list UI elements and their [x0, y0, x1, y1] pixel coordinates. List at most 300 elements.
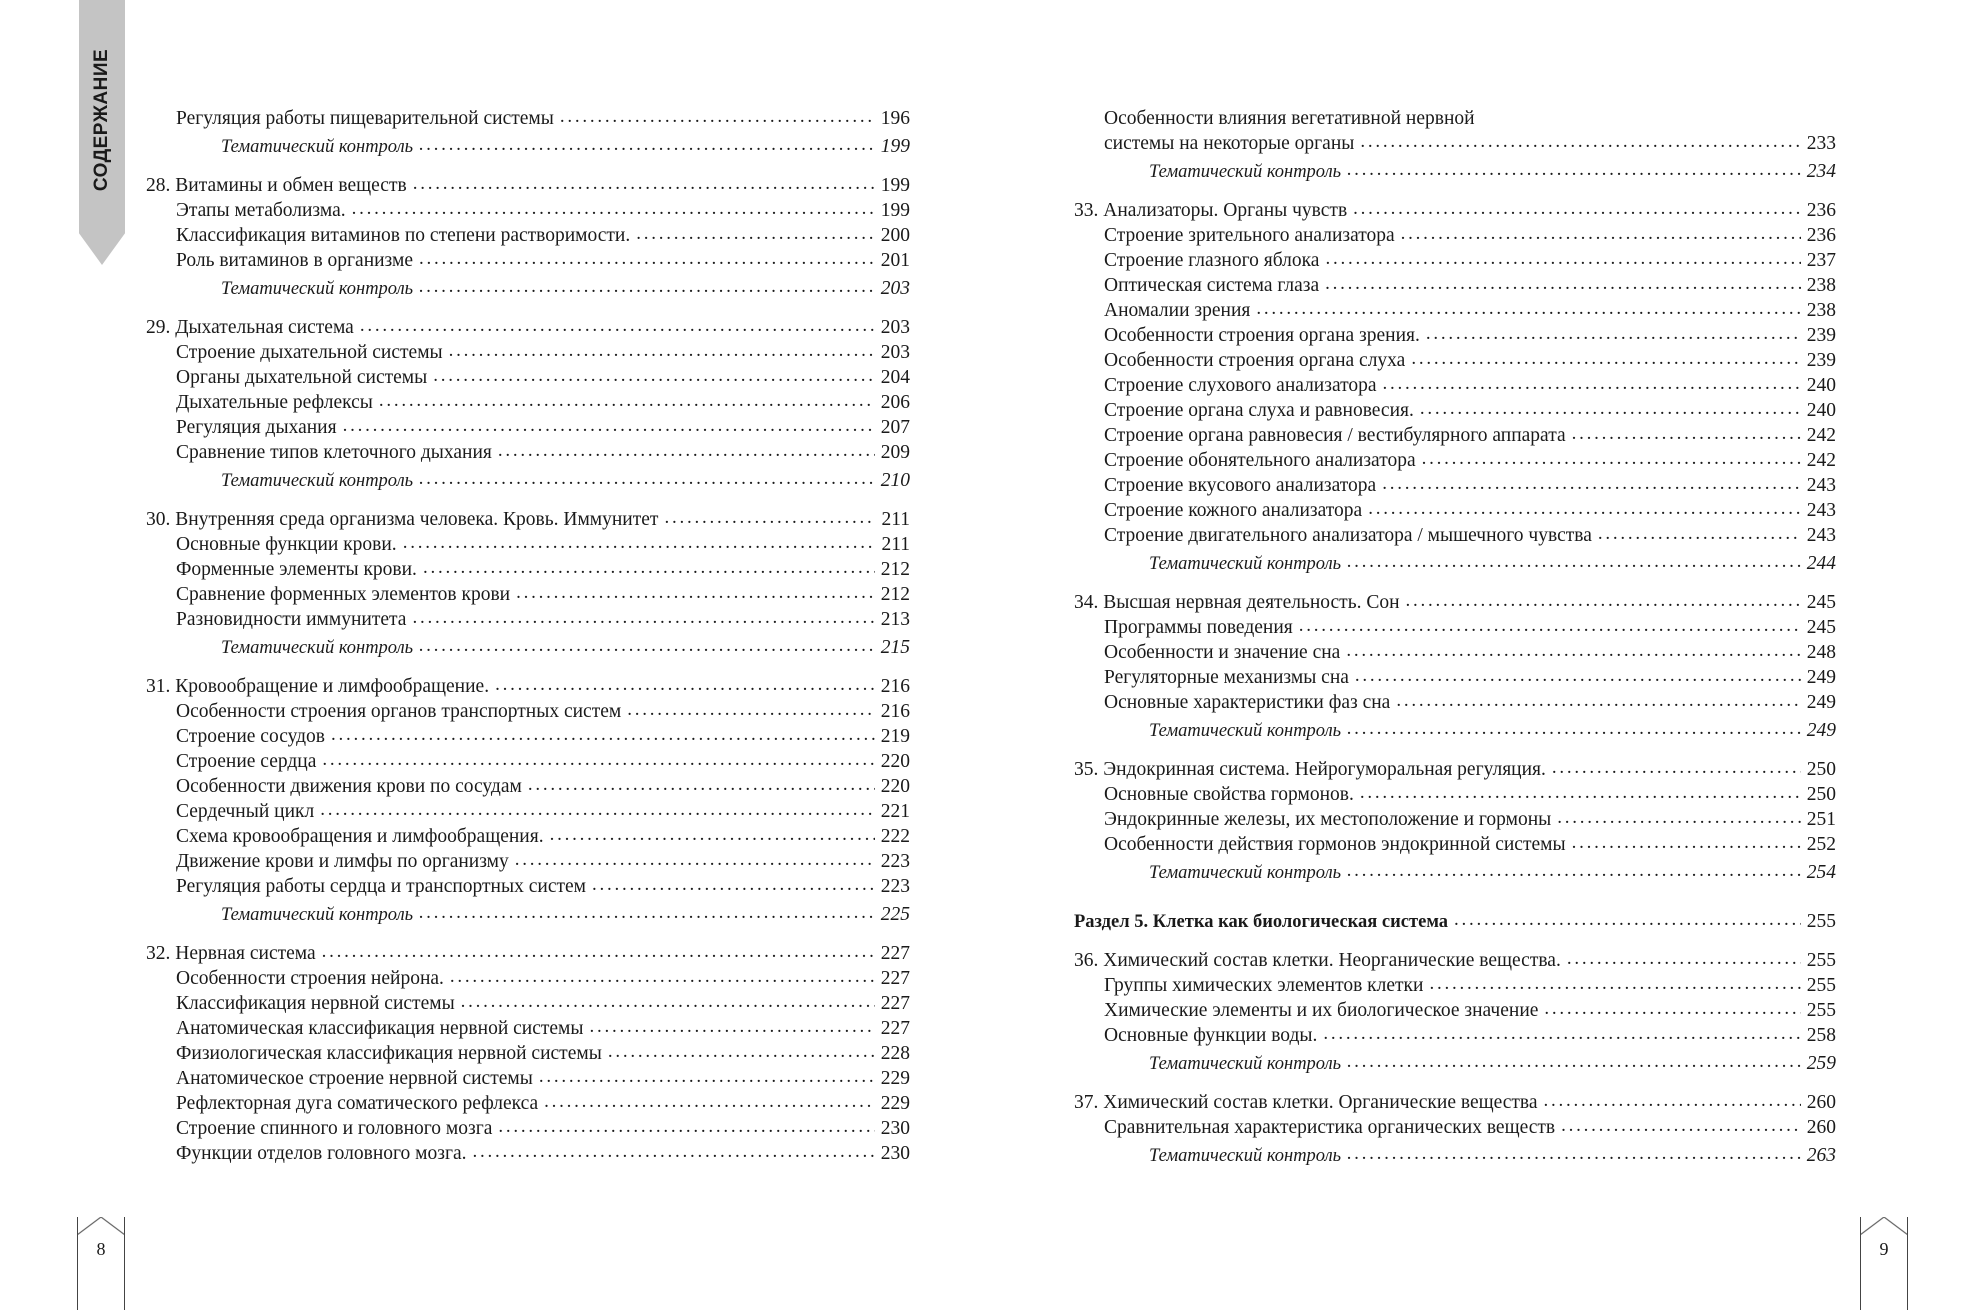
toc-entry[interactable] [1074, 448, 1836, 473]
toc-entry-title: 28. Витамины и обмен веществ [146, 175, 407, 196]
toc-entry-page: 212 [880, 559, 910, 580]
toc-entry-page: 243 [1806, 525, 1836, 546]
toc-entry[interactable] [1074, 665, 1836, 690]
toc-entry-title: Тематический контроль [221, 471, 414, 491]
toc-entry[interactable] [146, 966, 910, 991]
dot-leader [498, 1114, 874, 1139]
dot-leader [1347, 1141, 1801, 1166]
toc-chapter[interactable] [146, 173, 910, 198]
page-number-right [1860, 1217, 1908, 1310]
toc-entry[interactable] [1074, 782, 1836, 807]
toc-entry[interactable] [146, 340, 910, 365]
toc-entry-page: 199 [880, 200, 910, 221]
dot-leader [627, 697, 875, 722]
toc-entry-page: 260 [1806, 1092, 1836, 1113]
toc-entry-page: 255 [1806, 911, 1836, 932]
toc-entry-page: 240 [1806, 400, 1836, 421]
toc-entry-page: 204 [880, 367, 910, 388]
dot-leader [1454, 907, 1801, 932]
dot-leader [379, 388, 875, 413]
toc-entry-title: Строение дыхательной системы [176, 342, 443, 363]
toc-entry[interactable] [1074, 398, 1836, 423]
toc-entry-page: 206 [880, 392, 910, 413]
dot-leader [1347, 549, 1801, 574]
toc-entry-page: 199 [880, 175, 910, 196]
toc-entry[interactable] [1074, 523, 1836, 548]
toc-chapter[interactable] [1074, 198, 1836, 223]
toc-entry-page: 242 [1806, 450, 1836, 471]
toc-entry-title: Основные функции воды. [1104, 1025, 1318, 1046]
toc-entry[interactable] [1074, 223, 1836, 248]
toc-entry-page: 211 [881, 509, 910, 530]
dot-leader [1429, 971, 1800, 996]
toc-entry[interactable] [146, 799, 910, 824]
section-tab-text: СОДЕРЖАНИЕ [91, 48, 113, 192]
toc-entry-page: 200 [880, 225, 910, 246]
dot-leader [1347, 716, 1801, 741]
toc-entry[interactable] [1074, 298, 1836, 323]
toc-entry-title: Этапы метаболизма. [176, 200, 346, 221]
toc-entry-review[interactable] [146, 635, 910, 660]
dot-leader [1411, 346, 1800, 371]
dot-leader [1346, 638, 1800, 663]
page-number-left [77, 1217, 125, 1310]
toc-entry[interactable] [1074, 473, 1836, 498]
toc-entry-title: Анатомическая классификация нервной системы [176, 1018, 584, 1039]
toc-entry[interactable] [1074, 131, 1836, 156]
dot-leader [636, 221, 875, 246]
toc-chapter[interactable] [146, 507, 910, 532]
dot-leader [331, 722, 875, 747]
toc-entry[interactable] [1074, 498, 1836, 523]
dot-leader [1420, 396, 1801, 421]
toc-entry-title: Строение глазного яблока [1104, 250, 1320, 271]
toc-entry-title: Группы химических элементов клетки [1104, 975, 1424, 996]
toc-entry[interactable] [1074, 973, 1836, 998]
dot-leader [528, 772, 875, 797]
toc-entry[interactable] [146, 248, 910, 273]
toc-entry-page: 248 [1806, 642, 1836, 663]
toc-entry[interactable] [146, 1016, 910, 1041]
toc-entry[interactable] [146, 198, 910, 223]
toc-entry-review[interactable] [146, 468, 910, 493]
dot-leader [1382, 471, 1801, 496]
dot-leader [664, 505, 875, 530]
toc-entry-title: Тематический контроль [1149, 162, 1342, 182]
toc-entry-page: 254 [1806, 862, 1836, 883]
toc-entry[interactable] [1074, 690, 1836, 715]
dot-leader [515, 847, 875, 872]
dot-leader [461, 989, 875, 1014]
toc-entry[interactable] [1074, 1115, 1836, 1140]
dot-leader [590, 1014, 875, 1039]
toc-entry-page: 219 [880, 726, 910, 747]
toc-entry-title: Классификация витаминов по степени растворимости. [176, 225, 631, 246]
toc-entry[interactable] [1074, 373, 1836, 398]
toc-entry-title: Эндокринные железы, их местоположение и гормоны [1104, 809, 1552, 830]
dot-leader [433, 363, 875, 388]
toc-entry[interactable] [146, 1041, 910, 1066]
toc-entry-page: 212 [880, 584, 910, 605]
toc-entry-title: Строение зрительного анализатора [1104, 225, 1395, 246]
toc-entry-page: 207 [880, 417, 910, 438]
dot-leader [516, 580, 875, 605]
toc-entry-title: Регуляция работы сердца и транспортных систем [176, 876, 586, 897]
dot-leader [413, 171, 875, 196]
toc-entry-page: 244 [1806, 553, 1836, 574]
toc-entry-page: 263 [1806, 1145, 1836, 1166]
toc-entry-title: Строение кожного анализатора [1104, 500, 1363, 521]
toc-entry-title: Основные функции крови. [176, 534, 397, 555]
dot-leader [1406, 588, 1801, 613]
toc-entry-page: 245 [1806, 592, 1836, 613]
toc-entry-page: 215 [880, 637, 910, 658]
toc-entry-page: 227 [880, 968, 910, 989]
toc-entry-page: 251 [1806, 809, 1836, 830]
toc-entry[interactable] [1074, 1023, 1836, 1048]
toc-entry-title: 30. Внутренняя среда организма человека. Кровь. Иммунитет [146, 509, 659, 530]
toc-entry-title: 37. Химический состав клетки. Органические вещества [1074, 1092, 1538, 1113]
toc-entry[interactable] [1074, 348, 1836, 373]
dot-leader [1347, 858, 1801, 883]
toc-entry-page: 220 [880, 751, 910, 772]
dot-leader [1422, 446, 1801, 471]
toc-entry[interactable] [1074, 998, 1836, 1023]
toc-entry[interactable] [146, 582, 910, 607]
toc-entry-title: 35. Эндокринная система. Нейрогуморальная регуляция. [1074, 759, 1546, 780]
toc-entry-review[interactable] [146, 276, 910, 301]
toc-entry-page: 250 [1806, 784, 1836, 805]
toc-entry-page: 223 [880, 851, 910, 872]
toc-chapter[interactable] [1074, 948, 1836, 973]
dot-leader [343, 413, 875, 438]
dot-leader [419, 246, 875, 271]
dot-leader [1325, 271, 1801, 296]
dot-leader [1323, 1021, 1800, 1046]
toc-entry[interactable] [1074, 807, 1836, 832]
dot-leader [1401, 221, 1801, 246]
dot-leader [423, 555, 875, 580]
toc-entry-title: Тематический контроль [221, 137, 414, 157]
toc-entry[interactable] [146, 607, 910, 632]
dot-leader [592, 872, 875, 897]
toc-entry-title: 32. Нервная система [146, 943, 316, 964]
toc-entry-title: Тематический контроль [1149, 554, 1342, 574]
toc-entry[interactable] [146, 365, 910, 390]
toc-entry-title: Химические элементы и их биологическое значение [1104, 1000, 1539, 1021]
toc-entry-page: 227 [880, 943, 910, 964]
toc-entry-page: 250 [1806, 759, 1836, 780]
dot-leader [1347, 1049, 1801, 1074]
toc-entry[interactable] [146, 774, 910, 799]
toc-entry-title: Строение двигательного анализатора / мышечного чувства [1104, 525, 1592, 546]
toc-entry-page: 199 [880, 136, 910, 157]
toc-entry-page: 216 [880, 701, 910, 722]
toc-entry-title: Особенности строения органов транспортных систем [176, 701, 622, 722]
toc-entry-page: 225 [880, 904, 910, 925]
toc-entry-page: 243 [1806, 500, 1836, 521]
toc-entry-title: 36. Химический состав клетки. Неорганические вещества. [1074, 950, 1561, 971]
toc-entry-page: 255 [1806, 950, 1836, 971]
toc-entry[interactable] [146, 223, 910, 248]
toc-entry-title: Особенности строения органа зрения. [1104, 325, 1420, 346]
toc-entry-page: 258 [1806, 1025, 1836, 1046]
toc-entry-title: Рефлекторная дуга соматического рефлекса [176, 1093, 539, 1114]
toc-entry-page: 227 [880, 993, 910, 1014]
toc-entry-title: Регуляторные механизмы сна [1104, 667, 1349, 688]
dot-leader [1368, 496, 1801, 521]
toc-entry-page: 236 [1806, 225, 1836, 246]
dot-leader [419, 132, 875, 157]
dot-leader [1426, 321, 1801, 346]
section-tab-label [79, 0, 125, 240]
toc-entry-page: 229 [880, 1068, 910, 1089]
toc-entry-title: 33. Анализаторы. Органы чувств [1074, 200, 1348, 221]
toc-entry-page: 203 [880, 342, 910, 363]
toc-entry[interactable] [146, 106, 910, 131]
toc-entry[interactable] [146, 874, 910, 899]
toc-entry-page: 240 [1806, 375, 1836, 396]
toc-entry[interactable] [1074, 832, 1836, 857]
toc-entry[interactable] [146, 991, 910, 1016]
dot-leader [550, 822, 875, 847]
toc-chapter[interactable] [146, 941, 910, 966]
toc-entry-title: Органы дыхательной системы [176, 367, 428, 388]
toc-entry[interactable] [1074, 273, 1836, 298]
toc-chapter[interactable] [146, 315, 910, 340]
toc-entry-title: Особенности движения крови по сосудам [176, 776, 522, 797]
toc-entry[interactable] [146, 390, 910, 415]
dot-leader [1567, 946, 1801, 971]
toc-entry-title: Строение органа равновесия / вестибулярного аппарата [1104, 425, 1566, 446]
dot-leader [560, 104, 875, 129]
toc-entry-title: 31. Кровообращение и лимфообращение. [146, 676, 490, 697]
toc-entry-page: 249 [1806, 720, 1836, 741]
dot-leader [1355, 663, 1801, 688]
toc-entry-page: 237 [1806, 250, 1836, 271]
toc-entry-title: Особенности строения органа слуха [1104, 350, 1406, 371]
toc-entry[interactable] [1074, 323, 1836, 348]
toc-entry-title: Разновидности иммунитета [176, 609, 407, 630]
toc-entry[interactable] [146, 532, 910, 557]
toc-entry-title: Тематический контроль [221, 279, 414, 299]
toc-entry-title: 34. Высшая нервная деятельность. Сон [1074, 592, 1400, 613]
toc-entry-title: Строение спинного и головного мозга [176, 1118, 493, 1139]
toc-entry[interactable] [1074, 640, 1836, 665]
toc-entry-review[interactable] [1074, 1051, 1836, 1076]
toc-entry-page: 238 [1806, 275, 1836, 296]
toc-entry-title: Особенности действия гормонов эндокринной системы [1104, 834, 1566, 855]
toc-entry[interactable] [1074, 615, 1836, 640]
toc-entry[interactable] [146, 724, 910, 749]
dot-leader [1544, 1088, 1801, 1113]
toc-entry[interactable] [146, 849, 910, 874]
dot-leader [472, 1139, 874, 1164]
page-number-left-text: 8 [96, 1239, 106, 1259]
dot-leader [608, 1039, 875, 1064]
toc-entry-title: Тематический контроль [221, 638, 414, 658]
dot-leader [1572, 421, 1801, 446]
dot-leader [1353, 196, 1801, 221]
toc-entry[interactable] [146, 699, 910, 724]
toc-entry-page: 230 [880, 1143, 910, 1164]
toc-entry-page: 222 [880, 826, 910, 847]
toc-entry-title: Строение сердца [176, 751, 317, 772]
toc-entry-review[interactable] [1074, 1143, 1836, 1168]
toc-entry-page: 229 [880, 1093, 910, 1114]
toc-entry-page: 233 [1806, 133, 1836, 154]
dot-leader [544, 1089, 875, 1114]
dot-leader [1325, 246, 1800, 271]
toc-entry-page: 203 [880, 317, 910, 338]
toc-entry-page: 239 [1806, 350, 1836, 371]
toc-entry-title: Тематический контроль [1149, 1146, 1342, 1166]
toc-entry[interactable] [1074, 248, 1836, 273]
toc-entry[interactable] [146, 1066, 910, 1091]
toc-entry-page: 228 [880, 1043, 910, 1064]
toc-entry-page: 203 [880, 278, 910, 299]
toc-chapter[interactable] [1074, 909, 1836, 934]
toc-entry-page: 230 [880, 1118, 910, 1139]
dot-leader [403, 530, 876, 555]
dot-leader [1561, 1113, 1801, 1138]
toc-entry-title: Особенности и значение сна [1104, 642, 1341, 663]
toc-entry-title: Строение вкусового анализатора [1104, 475, 1377, 496]
dot-leader [1360, 129, 1800, 154]
dot-leader [1396, 688, 1800, 713]
toc-entry-title: Особенности строения нейрона. [176, 968, 444, 989]
toc-list-right [1074, 159, 1836, 1168]
toc-entry-review[interactable] [1074, 860, 1836, 885]
toc-entry[interactable] [146, 1141, 910, 1166]
toc-entry-page: 249 [1806, 667, 1836, 688]
toc-entry-page: 209 [880, 442, 910, 463]
toc-entry-title: Сравнение типов клеточного дыхания [176, 442, 492, 463]
toc-column-left [146, 106, 910, 1166]
dot-leader [360, 313, 875, 338]
toc-chapter[interactable] [1074, 590, 1836, 615]
toc-entry-page: 242 [1806, 425, 1836, 446]
toc-entry-title: системы на некоторые органы [1104, 133, 1355, 154]
toc-entry-title: Программы поведения [1104, 617, 1293, 638]
toc-entry[interactable] [1074, 423, 1836, 448]
toc-entry[interactable] [146, 749, 910, 774]
toc-entry-title: Строение органа слуха и равновесия. [1104, 400, 1414, 421]
dot-leader [1598, 521, 1801, 546]
toc-entry-title: Тематический контроль [221, 905, 414, 925]
dot-leader [539, 1064, 875, 1089]
toc-entry-title: Физиологическая классификация нервной системы [176, 1043, 602, 1064]
dot-leader [498, 438, 875, 463]
toc-entry-title: Движение крови и лимфы по организму [176, 851, 509, 872]
dot-leader [352, 196, 875, 221]
toc-entry-review[interactable] [1074, 159, 1836, 184]
toc-column-right [1074, 106, 1836, 1168]
dot-leader [1544, 996, 1800, 1021]
toc-entry-title: Форменные элементы крови. [176, 559, 417, 580]
dot-leader [1552, 755, 1801, 780]
toc-entry-title: Анатомическое строение нервной системы [176, 1068, 533, 1089]
toc-entry-title: Строение обонятельного анализатора [1104, 450, 1416, 471]
toc-chapter[interactable] [1074, 757, 1836, 782]
toc-entry[interactable] [146, 415, 910, 440]
dot-leader [1360, 780, 1801, 805]
toc-entry-page: 245 [1806, 617, 1836, 638]
toc-entry-page: 213 [880, 609, 910, 630]
toc-entry-title: Классификация нервной системы [176, 993, 455, 1014]
dot-leader [1557, 805, 1800, 830]
toc-entry-title: Тематический контроль [1149, 863, 1342, 883]
toc-entry-title: Аномалии зрения [1104, 300, 1251, 321]
toc-entry[interactable] [146, 557, 910, 582]
toc-entry-page: 234 [1806, 161, 1836, 182]
toc-entry-review[interactable] [146, 902, 910, 927]
dot-leader [419, 633, 875, 658]
toc-entry-page: 249 [1806, 692, 1836, 713]
toc-entry-page: 216 [880, 676, 910, 697]
dot-leader [1256, 296, 1800, 321]
toc-entry-title: Регуляция работы пищеварительной системы [176, 108, 554, 129]
toc-entry-title: Регуляция дыхания [176, 417, 337, 438]
toc-entry-page: 243 [1806, 475, 1836, 496]
toc-entry-title: Сравнение форменных элементов крови [176, 584, 511, 605]
toc-entry-page: 238 [1806, 300, 1836, 321]
toc-entry-title: Оптическая система глаза [1104, 275, 1320, 296]
dot-leader [320, 797, 875, 822]
dot-leader [322, 939, 875, 964]
toc-entry-title: Строение слухового анализатора [1104, 375, 1377, 396]
toc-entry-page: 211 [881, 534, 910, 555]
toc-chapter[interactable] [146, 674, 910, 699]
toc-entry-page: 260 [1806, 1117, 1836, 1138]
toc-entry-page: 259 [1806, 1053, 1836, 1074]
toc-entry[interactable] [146, 440, 910, 465]
toc-entry-title: Основные свойства гормонов. [1104, 784, 1354, 805]
toc-entry-title: Сердечный цикл [176, 801, 315, 822]
dot-leader [1383, 371, 1801, 396]
toc-entry-multiline-line1: Особенности влияния вегетативной нервной [1104, 108, 1475, 129]
toc-chapter[interactable] [1074, 1090, 1836, 1115]
toc-entry-page: 223 [880, 876, 910, 897]
toc-entry-page: 252 [1806, 834, 1836, 855]
dot-leader [1572, 830, 1801, 855]
toc-entry-title: Раздел 5. Клетка как биологическая система [1074, 912, 1449, 932]
toc-entry-title: Схема кровообращения и лимфообращения. [176, 826, 544, 847]
toc-entry-title: Дыхательные рефлексы [176, 392, 373, 413]
dot-leader [322, 747, 874, 772]
toc-entry-review[interactable] [1074, 551, 1836, 576]
toc-entry[interactable] [146, 824, 910, 849]
toc-entry[interactable] [146, 1091, 910, 1116]
toc-entry-page: 239 [1806, 325, 1836, 346]
dot-leader [419, 900, 875, 925]
toc-entry-review[interactable] [1074, 718, 1836, 743]
toc-entry-title: Сравнительная характеристика органических веществ [1104, 1117, 1556, 1138]
toc-entry-page: 255 [1806, 1000, 1836, 1021]
toc-entry-title: Строение сосудов [176, 726, 325, 747]
toc-entry-title: 29. Дыхательная система [146, 317, 354, 338]
toc-entry-title: Тематический контроль [1149, 721, 1342, 741]
dot-leader [419, 274, 875, 299]
toc-entry-title: Роль витаминов в организме [176, 250, 413, 271]
toc-entry-page: 236 [1806, 200, 1836, 221]
toc-entry-title: Основные характеристики фаз сна [1104, 692, 1391, 713]
dot-leader [450, 964, 875, 989]
dot-leader [449, 338, 875, 363]
toc-entry-review[interactable] [146, 134, 910, 159]
toc-entry[interactable] [146, 1116, 910, 1141]
toc-entry-page: 221 [880, 801, 910, 822]
